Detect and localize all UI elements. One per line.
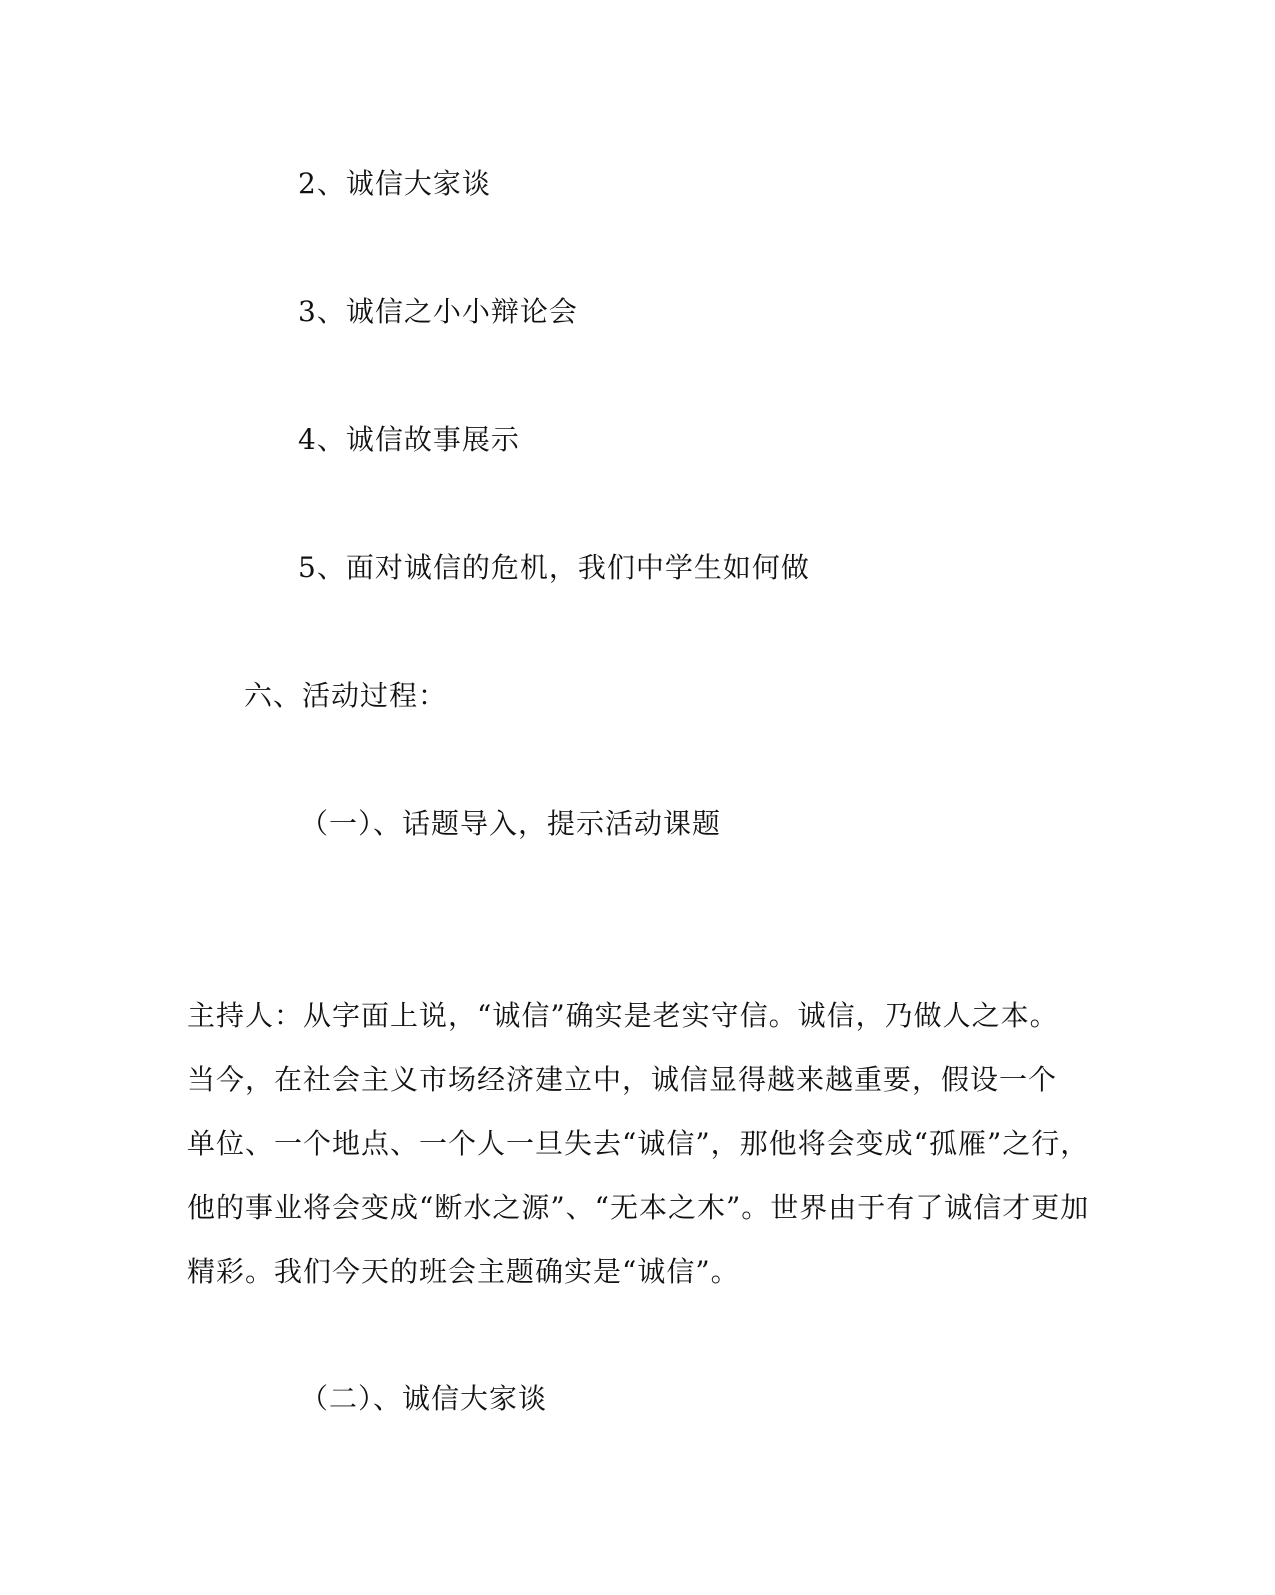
paragraph-line: 当今，在社会主义市场经济建立中，诚信显得越来越重要，假设一个 (187, 1063, 1058, 1096)
subsection-heading-2: （二）、诚信大家谈 (300, 1382, 548, 1415)
paragraph-line: 他的事业将会变成“断水之源”、“无本之木”。世界由于有了诚信才更加 (187, 1191, 1090, 1224)
list-item-2: 2、诚信大家谈 (298, 167, 491, 200)
paragraph-line: 主持人：从字面上说，“诚信”确实是老实守信。诚信，乃做人之本。 (187, 999, 1059, 1032)
list-item-4: 4、诚信故事展示 (298, 423, 520, 456)
paragraph-line: 精彩。我们今天的班会主题确实是“诚信”。 (187, 1255, 740, 1288)
list-item-3: 3、诚信之小小辩论会 (298, 295, 578, 328)
section-heading: 六、活动过程： (244, 679, 448, 712)
subsection-heading-1: （一）、话题导入，提示活动课题 (300, 807, 722, 840)
list-item-5: 5、面对诚信的危机，我们中学生如何做 (298, 551, 810, 584)
paragraph-line: 单位、一个地点、一个人一旦失去“诚信”，那他将会变成“孤雁”之行， (187, 1127, 1090, 1160)
